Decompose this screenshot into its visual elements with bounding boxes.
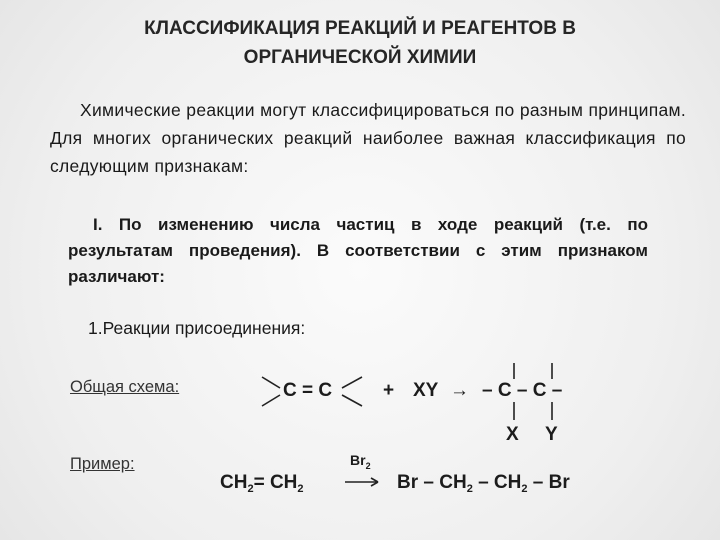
title-line-2: ОРГАНИЧЕСКОЙ ХИМИИ (243, 47, 477, 68)
catalyst-sub: 2 (365, 461, 371, 471)
reactant-sub-b: 2 (297, 483, 304, 495)
product-sub-2: 2 (521, 483, 528, 495)
title-line-1: КЛАССИФИКАЦИЯ РЕАКЦИЙ И РЕАГЕНТОВ В (144, 18, 576, 39)
product-x: X (506, 424, 519, 445)
item-addition-reactions: 1.Реакции присоединения: (88, 318, 306, 338)
product-y: Y (545, 424, 558, 445)
product-part-1: Br – CH (397, 472, 467, 493)
catalyst-br2 (350, 452, 371, 471)
product-part-2: – CH (472, 472, 522, 493)
example-label: Пример: (70, 455, 135, 473)
section-1-heading: I. По изменению числа частиц в ходе реакций (т.е. по результатам проведения). В соответствии с этим признаком различают: (68, 215, 648, 286)
intro-paragraph: Химические реакции могут классифицироваться по разным принципам. Для многих органических реакций наиболее важная классификация по следующим признакам: (50, 100, 686, 176)
reagent-xy: XY (413, 380, 439, 401)
reaction-arrow: → (450, 380, 469, 401)
bond-left-upper (262, 377, 280, 388)
reactant-ch2-a: CH (220, 472, 248, 493)
bond-right-upper (342, 377, 362, 388)
alkene-formula: C = C (283, 380, 333, 401)
reactant-sub-a: 2 (247, 483, 254, 495)
product-chain: – C – C – (482, 380, 563, 401)
example-reactant (220, 472, 304, 495)
catalyst-symbol: Br (350, 452, 366, 468)
reactant-eq-ch2: = CH (253, 472, 298, 493)
general-scheme-label: Общая схема: (70, 378, 180, 396)
plus-sign: + (383, 380, 395, 401)
product-part-3: – Br (527, 472, 570, 493)
bond-left-lower (262, 395, 280, 406)
bond-right-lower (342, 395, 362, 406)
product-sub-1: 2 (466, 483, 473, 495)
example-product (397, 472, 570, 495)
